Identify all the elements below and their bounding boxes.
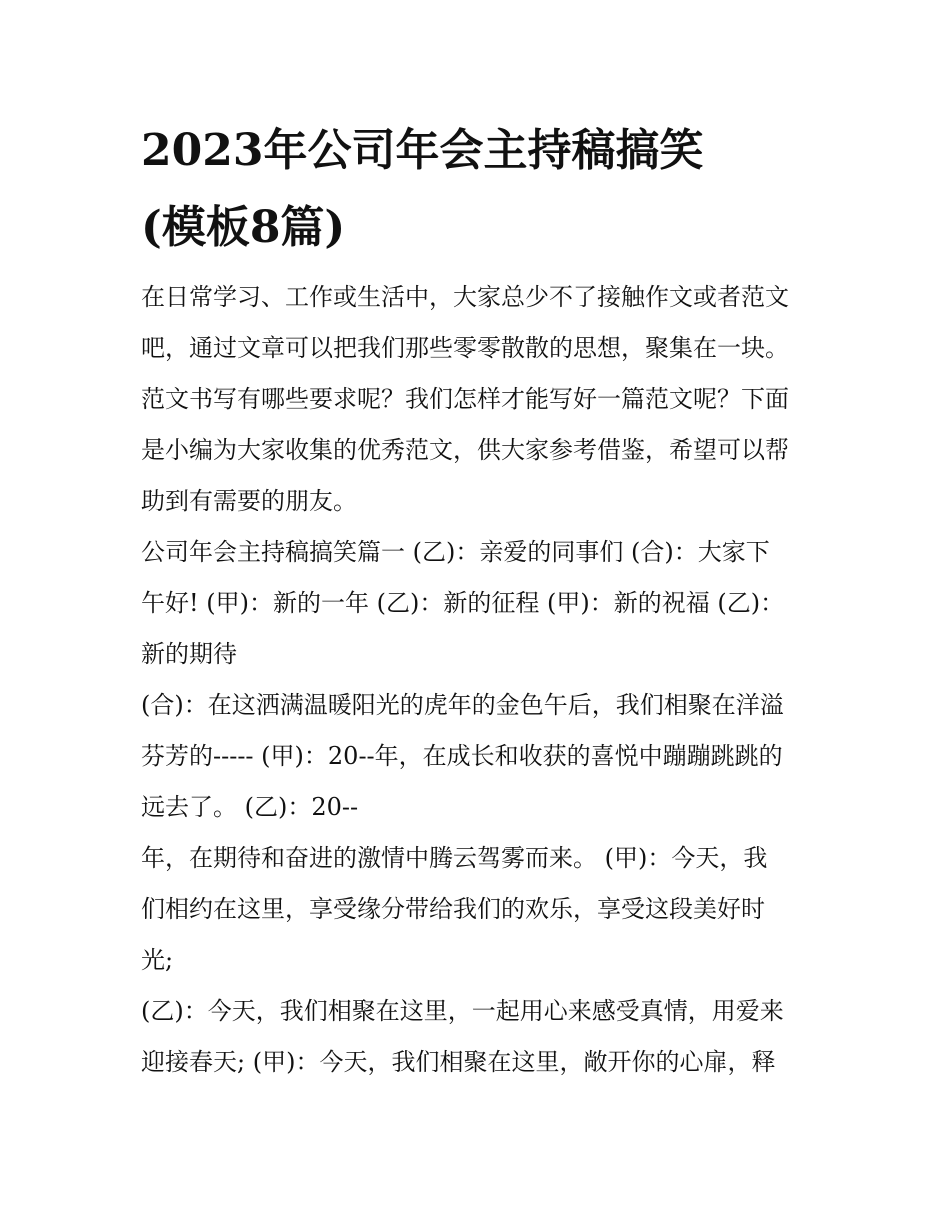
title-line: (模板8篇) (141, 202, 346, 253)
text-line: 范文书写有哪些要求呢？我们怎样才能写好一篇范文呢？下面 (141, 385, 789, 413)
text-line: 年，在期待和奋进的激情中腾云驾雾而来。 (甲)：今天，我 (141, 844, 768, 872)
text-line: 远去了。 (乙)：20-- (141, 793, 359, 821)
document-body (141, 272, 821, 1088)
text-line: 是小编为大家收集的优秀范文，供大家参考借鉴，希望可以帮 (141, 436, 789, 464)
text-line: 们相约在这里，享受缘分带给我们的欢乐，享受这段美好时 (141, 895, 765, 923)
paragraph (141, 833, 821, 986)
document-page (141, 112, 821, 1088)
text-line: 助到有需要的朋友。 (141, 487, 357, 515)
text-line: 迎接春天; (甲)：今天，我们相聚在这里，敞开你的心扉，释 (141, 1048, 776, 1076)
text-line: 公司年会主持稿搞笑篇一 (乙)：亲爱的同事们 (合)：大家下 (141, 538, 770, 566)
title-line: 2023年公司年会主持稿搞笑 (141, 125, 704, 176)
text-line: 在日常学习、工作或生活中，大家总少不了接触作文或者范文 (141, 283, 789, 311)
paragraph (141, 527, 821, 680)
text-line: 芬芳的----- (甲)：20--年，在成长和收获的喜悦中蹦蹦跳跳的 (141, 742, 783, 770)
text-line: (乙)：今天，我们相聚在这里，一起用心来感受真情，用爱来 (141, 997, 784, 1025)
paragraph (141, 680, 821, 833)
text-line: (合)：在这洒满温暖阳光的虎年的金色午后，我们相聚在洋溢 (141, 691, 784, 719)
document-title (141, 112, 821, 266)
paragraph (141, 986, 821, 1088)
text-line: 新的期待 (141, 640, 237, 668)
paragraph-intro (141, 272, 821, 527)
text-line: 午好! (甲)：新的一年 (乙)：新的征程 (甲)：新的祝福 (乙)： (141, 589, 785, 617)
text-line: 吧，通过文章可以把我们那些零零散散的思想，聚集在一块。 (141, 334, 789, 362)
text-line: 光; (141, 946, 174, 974)
